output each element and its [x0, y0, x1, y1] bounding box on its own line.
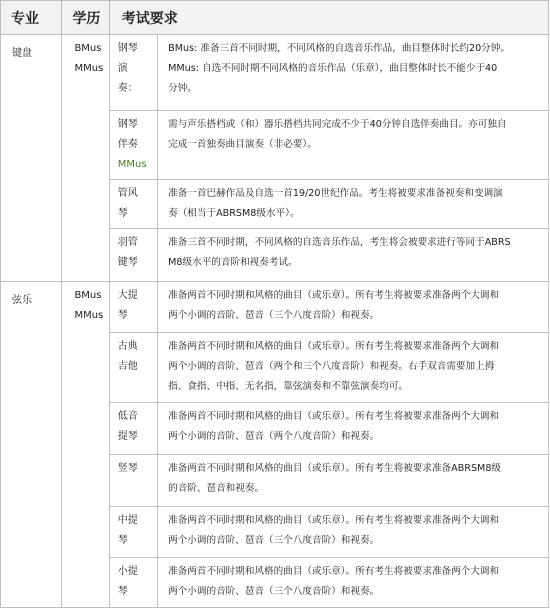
instrument-label: 竖琴: [117, 463, 138, 474]
instrument-label: 演: [117, 63, 128, 74]
instrument-label: 键琴: [117, 257, 138, 268]
requirement-line: 两个小调的音阶、琶音（三个八度音阶）和视奏。: [168, 535, 380, 546]
instrument-label: MMus: [117, 159, 147, 170]
requirement-line: 指、食指、中指、无名指，靠弦演奏和不靠弦演奏均可。: [168, 381, 408, 392]
instrument-label: 伴奏: [117, 139, 138, 150]
instrument-label: 大提: [117, 290, 138, 301]
instrument-cell: [109, 35, 157, 111]
requirement-line: MMus: 自选不同时期不同风格的音乐作品（乐章），曲目整体时长不能少于40: [168, 63, 498, 74]
degree-cell: [62, 282, 109, 608]
requirement-line: 分钟。: [168, 83, 197, 94]
instrument-cell: [109, 229, 157, 282]
requirement-cell: [158, 455, 549, 507]
instrument-label: 吉他: [117, 361, 138, 372]
requirement-line: 准备两首不同时期和风格的曲目（或乐章）。所有考生将被要求准备两个大调和: [168, 411, 500, 422]
instrument-cell: [109, 180, 157, 229]
requirement-line: M8级水平的音阶和视奏考试。: [168, 257, 298, 268]
degree-label: MMus: [74, 310, 104, 321]
instrument-label: 琴: [117, 310, 128, 321]
requirement-line: 两个小调的音阶、琶音（三个八度音阶）和视奏。: [168, 310, 380, 321]
instrument-label: 古典: [117, 341, 138, 352]
instrument-cell: [109, 558, 157, 608]
requirement-line: 准备两首不同时期和风格的曲目（或乐章）。所有考生将被要求准备两个大调和: [168, 290, 500, 301]
requirement-cell: [158, 507, 549, 558]
requirement-cell: [158, 35, 549, 111]
requirement-line: 准备一首巴赫作品及自选一首19/20世纪作品。考生将被要求准备视奏和变调演: [168, 188, 503, 199]
instrument-label: 羽管: [117, 237, 138, 248]
header-row: [1, 1, 549, 35]
degree-cell: [62, 35, 109, 282]
requirement-cell: [158, 229, 549, 282]
instrument-label: 钢琴: [117, 119, 138, 130]
requirement-line: 需与声乐搭档或（和）器乐搭档共同完成不少于40分钟自选伴奏曲目。亦可独自: [168, 119, 507, 130]
instrument-cell: [109, 333, 157, 403]
instrument-cell: [109, 507, 157, 558]
header-requirements: 考试要求: [109, 1, 548, 35]
instrument-cell: [109, 282, 157, 333]
requirement-line: 准备两首不同时期和风格的曲目（或乐章）。所有考生将被要求准备两个大调和: [168, 341, 500, 352]
degree-label: BMus: [74, 290, 102, 301]
degree-label: BMus: [74, 43, 102, 54]
requirement-line: 准备两首不同时期和风格的曲目（或乐章）。所有考生将被要求准备ABRSM8级: [168, 463, 502, 474]
instrument-label: 小提: [117, 566, 138, 577]
requirement-line: 准备三首不同时期，不同风格的自选音乐作品，考生将会被要求进行等同于ABRS: [168, 237, 511, 248]
requirement-line: BMus: 准备三首不同时期，不同风格的自选音乐作品，曲目整体时长约20分钟。: [168, 43, 510, 54]
degree-label: MMus: [74, 63, 104, 74]
instrument-label: 琴: [117, 586, 128, 597]
major-cell: 弦乐: [1, 282, 62, 608]
header-degree: 学历: [62, 1, 109, 35]
instrument-label: 低音: [117, 411, 138, 422]
instrument-label: 中提: [117, 515, 138, 526]
requirement-line: 的音阶、琶音和视奏。: [168, 483, 265, 494]
requirement-line: 两个小调的音阶、琶音（两个和三个八度音阶）和视奏。右手双音需要加上拇: [168, 361, 495, 372]
requirement-line: 完成一首独奏曲目演奏（非必要）。: [168, 139, 317, 150]
instrument-label: 钢琴: [117, 43, 138, 54]
requirement-line: 准备两首不同时期和风格的曲目（或乐章）。所有考生将被要求准备两个大调和: [168, 566, 500, 577]
requirement-line: 两个小调的音阶、琶音（两个八度音阶）和视奏。: [168, 431, 380, 442]
instrument-label: 琴: [117, 208, 128, 219]
instrument-label: 奏：: [117, 83, 138, 94]
requirement-cell: [158, 111, 549, 180]
instrument-label: 琴: [117, 535, 128, 546]
requirement-line: 准备两首不同时期和风格的曲目（或乐章）。所有考生将被要求准备两个大调和: [168, 515, 500, 526]
instrument-label: 提琴: [117, 431, 138, 442]
table-row: [1, 35, 549, 111]
requirement-line: 两个小调的音阶、琶音（三个八度音阶）和视奏。: [168, 586, 380, 597]
major-cell: 键盘: [1, 35, 62, 282]
instrument-cell: [109, 111, 157, 180]
requirement-cell: [158, 558, 549, 608]
table-row: [1, 282, 549, 333]
requirement-cell: [158, 180, 549, 229]
instrument-cell: [109, 403, 157, 455]
instrument-cell: [109, 455, 157, 507]
requirement-cell: [158, 333, 549, 403]
requirement-line: 奏（相当于ABRSM8级水平）。: [168, 208, 300, 219]
requirement-cell: [158, 282, 549, 333]
header-major: 专业: [1, 1, 62, 35]
instrument-label: 管风: [117, 188, 138, 199]
requirement-cell: [158, 403, 549, 455]
